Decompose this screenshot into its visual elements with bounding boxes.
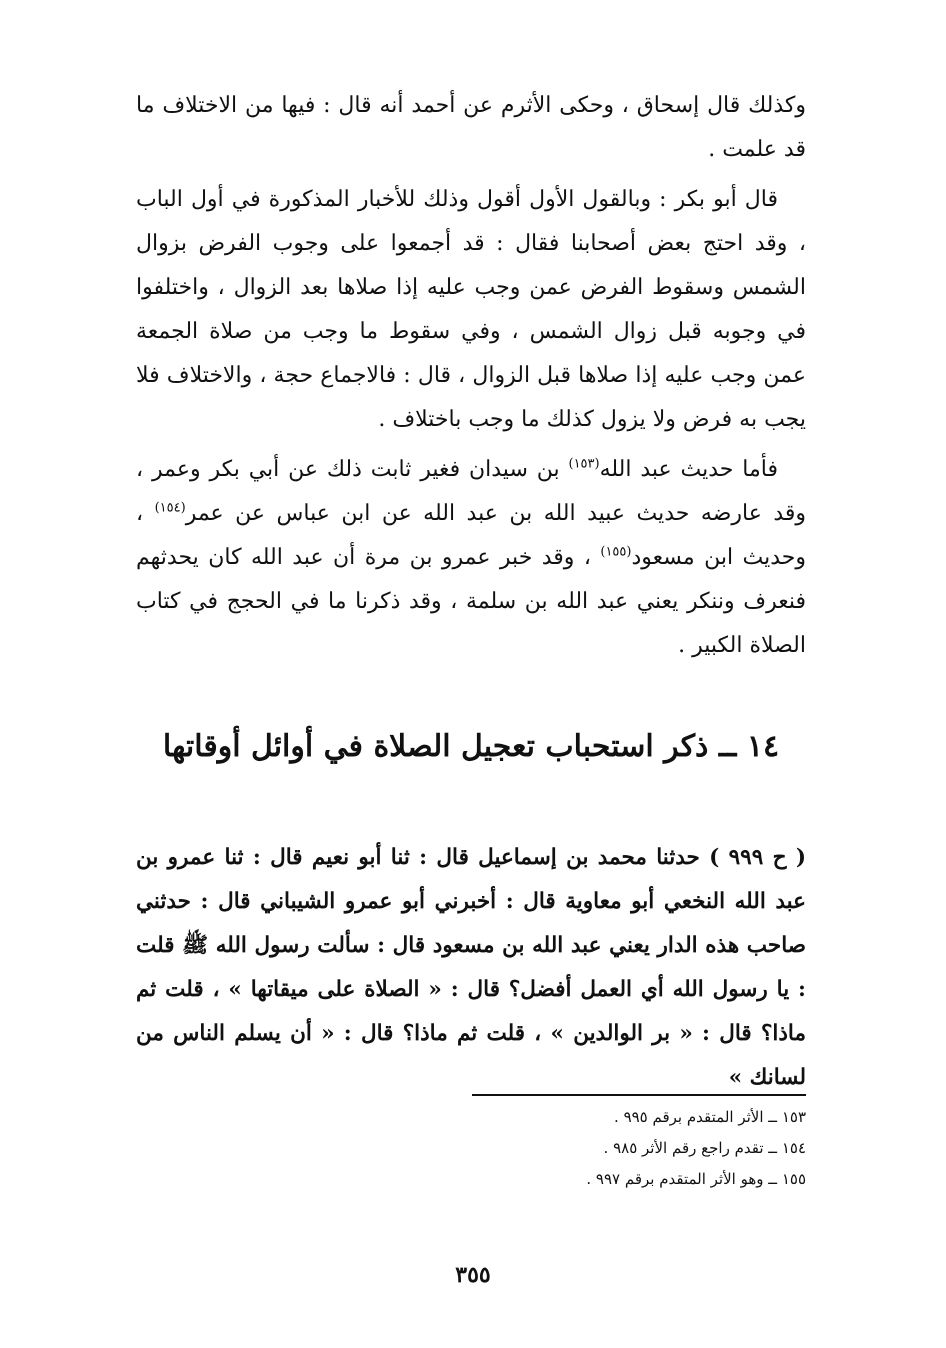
page-number: ٣٥٥: [455, 1262, 491, 1288]
paragraph-3-part-4: ، وقد خبر عمرو بن مرة أن عبد الله كان يحدثهم فنعرف وننكر يعني عبد الله بن سلمة ، وقد ذكرنا ما في الحجج في كتاب الصلاة الكبير .: [136, 545, 806, 658]
section-heading: ١٤ ــ ذكر استحباب تعجيل الصلاة في أوائل أوقاتها: [162, 729, 780, 764]
paragraph-3-part-2: بن سيدان فغير ثابت ذلك عن أبي بكر وعمر ، وقد عارضه حديث عبيد الله بن عبد الله عن ابن عباس عن عمر: [136, 457, 807, 526]
footnote-154: ١٥٤ ــ تقدم راجع رقم الأثر ٩٨٥ .: [603, 1139, 806, 1157]
footnote-ref-154[interactable]: (١٥٤): [154, 500, 186, 516]
paragraph-3-part-3: ، وحديث ابن مسعود: [136, 501, 807, 570]
footnotes: [136, 1102, 806, 1195]
paragraph-1: [136, 84, 806, 172]
hadith-paragraph: [136, 836, 806, 1100]
paragraph-3-part-1: فأما حديث عبد الله: [599, 457, 778, 482]
footnote-divider: [472, 1094, 806, 1096]
hadith-text: ( ح ٩٩٩ ) حدثنا محمد بن إسماعيل قال : ثنا أبو نعيم قال : ثنا عمرو بن عبد الله النخعي أبو معاوية قال : أخبرني أبو عمرو الشيباني قال : حدثني صاحب هذه الدار يعني عبد الله بن مسعود قال : سألت رسول الله ﷺ قلت : يا رسول الله أي العمل أفضل؟ قال : « الصلاة على ميقاتها » ، قلت ثم ماذا؟ قال : « بر الوالدين » ، قلت ثم ماذا؟ قال : « أن يسلم الناس من لسانك »: [136, 845, 806, 1090]
footnote-ref-155[interactable]: (١٥٥): [600, 544, 632, 560]
paragraph-3-text: [136, 448, 806, 668]
paragraph-2-text: قال أبو بكر : وبالقول الأول أقول وذلك للأخبار المذكورة في أول الباب ، وقد احتج بعض أصحابنا فقال : قد أجمعوا على وجوب الفرض بزوال الشمس وسقوط الفرض عمن وجب عليه إذا صلاها بعد الزوال ، واختلفوا في وجوبه قبل زوال الشمس ، وفي سقوط ما وجب من صلاة الجمعة عمن وجب عليه إذا صلاها قبل الزوال ، قال : فالاجماع حجة ، والاختلاف فلا يجب به فرض ولا يزول كذلك ما وجب باختلاف .: [136, 187, 806, 432]
paragraph-1-text: وكذلك قال إسحاق ، وحكى الأثرم عن أحمد أنه قال : فيها من الاختلاف ما قد علمت .: [136, 93, 806, 162]
paragraph-2: [136, 178, 806, 442]
paragraph-3: [136, 448, 806, 668]
footnote-155: ١٥٥ ــ وهو الأثر المتقدم برقم ٩٩٧ .: [586, 1170, 806, 1188]
footnote-ref-153[interactable]: (١٥٣): [568, 456, 600, 472]
footnote-153: ١٥٣ ــ الأثر المتقدم برقم ٩٩٥ .: [614, 1108, 806, 1126]
